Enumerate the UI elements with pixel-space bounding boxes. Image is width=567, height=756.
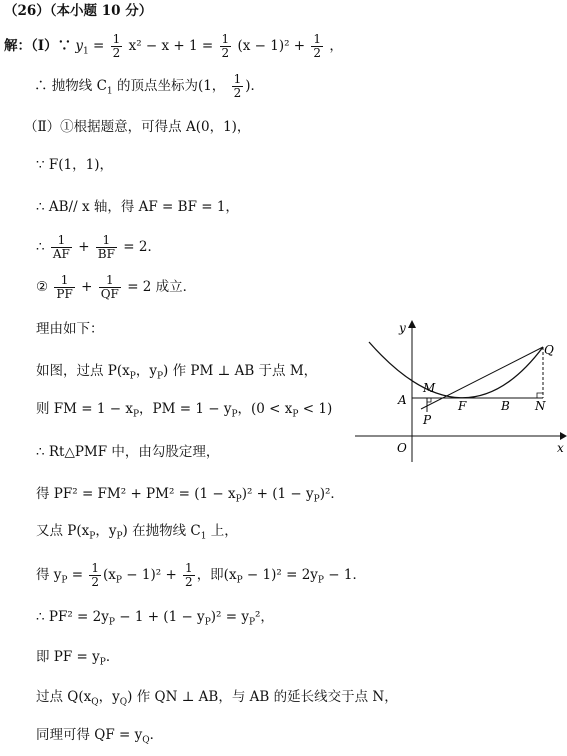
text: ∴ bbox=[36, 239, 45, 255]
solution-line-3: （Ⅱ）①根据题意，可得点 A(0，1)， bbox=[24, 119, 251, 135]
sub: P bbox=[132, 409, 140, 420]
text: ) 在抛物线 C bbox=[122, 523, 201, 539]
sub: Q bbox=[119, 697, 128, 708]
text: )²． bbox=[319, 486, 344, 502]
label-q: Q bbox=[544, 343, 554, 357]
text: 又点 P(x bbox=[36, 523, 90, 539]
text: + bbox=[78, 239, 90, 255]
parabola-figure bbox=[355, 316, 567, 462]
x-axis-arrow bbox=[560, 432, 567, 440]
solution-line-5: ∴ AB// x 轴，得 AF = BF = 1， bbox=[36, 199, 239, 215]
frac-num: 1 bbox=[221, 32, 230, 46]
text: − 1 + (1 − y bbox=[114, 609, 205, 625]
frac-den: 2 bbox=[221, 46, 230, 60]
text: ，y bbox=[135, 363, 157, 379]
fraction-half bbox=[111, 33, 123, 60]
fraction-half bbox=[89, 562, 101, 589]
sub: P bbox=[204, 617, 211, 628]
sub: P bbox=[156, 371, 164, 382]
frac-num: 1 bbox=[313, 32, 322, 46]
frac-den: 2 bbox=[185, 575, 193, 589]
sub: P bbox=[89, 531, 96, 542]
right-angle-m bbox=[427, 398, 431, 402]
text: ²， bbox=[255, 609, 274, 625]
label-y: y bbox=[399, 321, 406, 335]
text: ，即(x bbox=[196, 567, 237, 583]
var-y: y bbox=[75, 38, 84, 54]
solution-line-1 bbox=[4, 33, 343, 61]
text: ② bbox=[36, 279, 49, 295]
label-n: N bbox=[535, 399, 546, 413]
solution-line-4: ∵ F(1，1)， bbox=[36, 157, 113, 173]
fraction-half bbox=[311, 33, 323, 60]
frac-num: 1 bbox=[99, 274, 121, 288]
text: − 1)² = 2y bbox=[242, 567, 318, 583]
frac-num: 1 bbox=[91, 561, 100, 575]
text: )． bbox=[245, 78, 265, 94]
frac-num: 1 bbox=[112, 32, 121, 46]
sub: P bbox=[99, 657, 106, 668]
text: )² + (1 − y bbox=[241, 486, 314, 502]
fraction-half bbox=[232, 73, 244, 100]
frac-den: 2 bbox=[233, 86, 242, 100]
text: 得 PF² = FM² + PM² = (1 − x bbox=[36, 486, 236, 502]
sub: P bbox=[116, 531, 123, 542]
fraction-1-bf bbox=[96, 234, 117, 261]
solution-line-12 bbox=[36, 485, 344, 509]
text: 如图，过点 P(x bbox=[36, 363, 130, 379]
text: 则 FM = 1 − x bbox=[36, 401, 133, 417]
solution-label: 解：（Ⅰ）∵ bbox=[4, 38, 72, 54]
line-pq bbox=[421, 347, 543, 409]
text: 得 y bbox=[36, 567, 62, 583]
sub: P bbox=[115, 575, 122, 586]
label-m: M bbox=[423, 381, 436, 395]
text: + bbox=[81, 279, 93, 295]
frac-den: 2 bbox=[91, 575, 100, 589]
text: 上， bbox=[206, 523, 238, 539]
frac-num: 1 bbox=[96, 234, 117, 248]
sub: Q bbox=[142, 735, 150, 746]
problem-header: （26）（本小题 10 分） bbox=[4, 3, 153, 19]
solution-line-8: 理由如下： bbox=[36, 321, 104, 337]
solution-line-9 bbox=[36, 362, 317, 386]
sub: P bbox=[129, 371, 136, 382]
text: (x bbox=[103, 567, 116, 583]
solution-line-17 bbox=[36, 688, 398, 712]
frac-den: AF bbox=[52, 247, 70, 261]
solution-line-6 bbox=[36, 234, 161, 261]
sub: P bbox=[108, 617, 115, 628]
label-x: x bbox=[557, 441, 564, 455]
eq-text: x² − x + 1 = bbox=[128, 38, 218, 54]
sub: 1 bbox=[83, 46, 89, 57]
solution-line-16 bbox=[36, 648, 119, 672]
sub: 1 bbox=[106, 86, 113, 97]
text: ，y bbox=[95, 523, 117, 539]
text: 的顶点坐标为(1， bbox=[112, 78, 226, 94]
text: = 2． bbox=[123, 239, 161, 255]
fraction-half bbox=[183, 562, 195, 589]
solution-line-15 bbox=[36, 608, 274, 632]
solution-line-7 bbox=[36, 274, 196, 301]
sub: P bbox=[317, 575, 324, 586]
solution-line-14 bbox=[36, 562, 366, 590]
text: 即 PF = y bbox=[36, 649, 100, 665]
text: − 1)² + bbox=[121, 567, 177, 583]
text: ) 作 QN ⊥ AB，与 AB 的延长线交于点 N， bbox=[127, 689, 398, 705]
frac-num: 1 bbox=[185, 561, 193, 575]
sub: P bbox=[292, 409, 299, 420]
sub: 1 bbox=[200, 531, 207, 542]
right-angle-n bbox=[537, 393, 543, 398]
text: 同理可得 QF = y bbox=[36, 727, 143, 743]
solution-line-2 bbox=[34, 73, 264, 101]
solution-line-10 bbox=[36, 400, 332, 424]
sub: P bbox=[231, 409, 238, 420]
sub: P bbox=[61, 575, 68, 586]
sub: Q bbox=[91, 697, 99, 708]
frac-den: QF bbox=[100, 287, 119, 301]
eq-text: = bbox=[88, 38, 109, 54]
sub: P bbox=[248, 617, 256, 628]
label-p: P bbox=[423, 413, 432, 427]
fraction-1-af bbox=[51, 234, 72, 261]
text: − 1． bbox=[323, 567, 366, 583]
label-a: A bbox=[398, 393, 407, 407]
frac-den: PF bbox=[56, 287, 73, 301]
text: ) 作 PM ⊥ AB 于点 M， bbox=[163, 363, 318, 379]
fraction-1-qf bbox=[99, 274, 121, 301]
solution-line-13 bbox=[36, 522, 238, 546]
fraction-1-pf bbox=[54, 274, 74, 301]
sub: P bbox=[235, 494, 242, 505]
y-axis-arrow bbox=[408, 320, 416, 328]
parabola-curve bbox=[369, 342, 543, 398]
text: ，y bbox=[98, 689, 120, 705]
text: ，(0 < x bbox=[237, 401, 293, 417]
frac-num: 1 bbox=[54, 274, 74, 288]
text: ． bbox=[105, 649, 120, 665]
frac-den: BF bbox=[97, 247, 115, 261]
eq-text: ， bbox=[329, 38, 343, 54]
text: )² = y bbox=[210, 609, 249, 625]
label-b: B bbox=[501, 399, 510, 413]
sub: P bbox=[236, 575, 243, 586]
text: < 1) bbox=[298, 401, 333, 417]
frac-den: 2 bbox=[313, 46, 322, 60]
solution-line-18 bbox=[36, 726, 163, 750]
text: = 2 成立． bbox=[127, 279, 197, 295]
text: ，PM = 1 − y bbox=[139, 401, 232, 417]
fraction-half bbox=[220, 33, 232, 60]
eq-text: (x − 1)² + bbox=[237, 38, 310, 54]
text: ∴ PF² = 2y bbox=[36, 609, 109, 625]
text: ∴ 抛物线 C bbox=[34, 78, 107, 94]
text: 过点 Q(x bbox=[36, 689, 92, 705]
label-o: O bbox=[397, 441, 407, 455]
frac-num: 1 bbox=[233, 72, 242, 86]
label-f: F bbox=[458, 399, 467, 413]
frac-num: 1 bbox=[51, 234, 72, 248]
text: ． bbox=[149, 727, 164, 743]
sub: P bbox=[313, 494, 320, 505]
solution-line-11: ∴ Rt△PMF 中，由勾股定理， bbox=[36, 444, 220, 460]
text: = bbox=[67, 567, 84, 583]
frac-den: 2 bbox=[112, 46, 121, 60]
